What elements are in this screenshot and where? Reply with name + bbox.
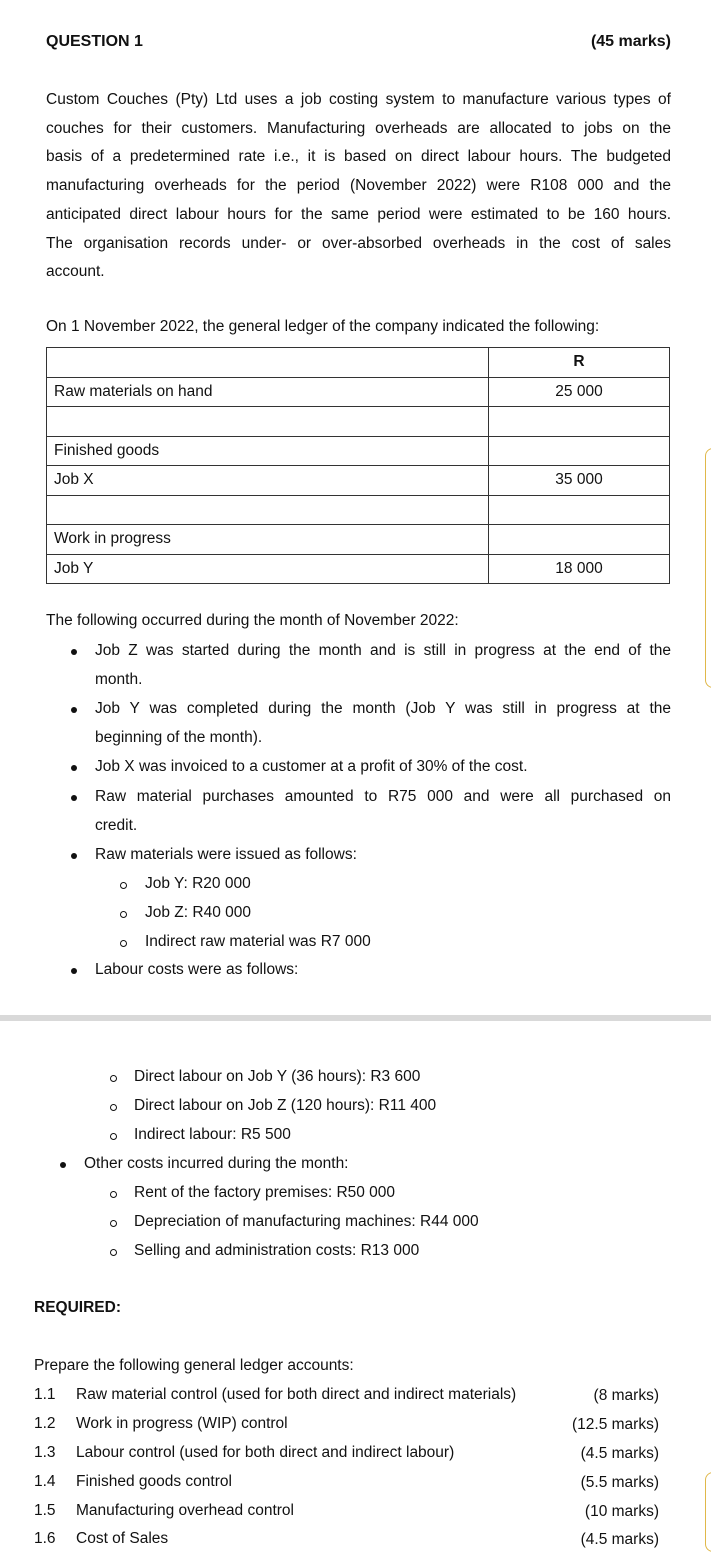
question-marks: (45 marks): [590, 33, 671, 50]
labour-item: Direct labour on Job Z (120 hours): R11 400: [134, 1097, 437, 1114]
event-job-y: [95, 695, 671, 752]
table-cell: [47, 348, 489, 378]
table-row: [47, 525, 670, 555]
page-edge-marker: [705, 448, 711, 688]
table-cell-label: [47, 495, 489, 525]
table-cell-amount: [489, 495, 670, 525]
labour-item: Indirect labour: R5 500: [134, 1126, 291, 1143]
intro-paragraph: [46, 86, 671, 287]
sub-bullet-icon: [110, 1104, 117, 1111]
event-line: month.: [95, 670, 143, 688]
bullet-icon: [71, 765, 77, 771]
table-cell-amount: [489, 525, 670, 555]
table-cell-label: Finished goods: [47, 436, 489, 466]
other-cost-item: Rent of the factory premises: R50 000: [134, 1184, 396, 1201]
events-intro: The following occurred during the month of November 2022:: [46, 612, 459, 629]
table-cell-amount: 35 000: [489, 466, 670, 496]
table-cell-amount: 25 000: [489, 377, 670, 407]
event-job-z: [95, 637, 671, 694]
table-cell-label: Work in progress: [47, 525, 489, 555]
currency-header: R: [489, 348, 670, 378]
table-row: [47, 377, 670, 407]
intro-line: manufacturing overheads for the period (November 2022) were R108 000 and the: [46, 177, 671, 195]
ledger-intro: On 1 November 2022, the general ledger of the company indicated the following:: [46, 318, 600, 335]
page-edge-marker: [705, 1472, 711, 1552]
intro-line: anticipated direct labour hours for the same period were estimated to be 160 hours.: [46, 205, 671, 223]
sub-item: Indirect raw material was R7 000: [145, 933, 371, 950]
table-row: [47, 436, 670, 466]
table-cell-label: Job X: [47, 466, 489, 496]
table-cell-label: Raw materials on hand: [47, 377, 489, 407]
table-row: [47, 495, 670, 525]
event-materials-issued: Raw materials were issued as follows:: [95, 846, 357, 863]
bullet-icon: [60, 1162, 66, 1168]
intro-line: basis of a predetermined rate i.e., it is based on direct labour hours. The budgeted: [46, 148, 671, 166]
required-item-marks: (4.5 marks): [580, 1445, 659, 1462]
required-item-number: 1.5: [34, 1502, 56, 1519]
intro-line: account.: [46, 263, 105, 281]
required-item-marks: (5.5 marks): [580, 1474, 659, 1491]
required-item-marks: (8 marks): [593, 1387, 659, 1404]
required-item-text: Work in progress (WIP) control: [76, 1415, 288, 1432]
required-item-text: Cost of Sales: [76, 1530, 169, 1547]
required-item-number: 1.3: [34, 1444, 56, 1461]
sub-bullet-icon: [120, 882, 127, 889]
event-labour-costs: Labour costs were as follows:: [95, 961, 299, 978]
required-item-text: Manufacturing overhead control: [76, 1502, 294, 1519]
event-line: Job Z was started during the month and is still in progress at the end of the: [95, 642, 671, 659]
bullet-icon: [71, 853, 77, 859]
required-item-number: 1.4: [34, 1473, 56, 1490]
bullet-icon: [71, 707, 77, 713]
sub-bullet-icon: [110, 1191, 117, 1198]
sub-bullet-icon: [110, 1133, 117, 1140]
table-header-row: [47, 348, 670, 378]
required-item-marks: (10 marks): [584, 1503, 659, 1520]
intro-line: Custom Couches (Pty) Ltd uses a job costing system to manufacture various types of: [46, 91, 671, 108]
table-cell-amount: 18 000: [489, 554, 670, 584]
required-item-text: Finished goods control: [76, 1473, 232, 1490]
table-row: [47, 407, 670, 437]
sub-item: Job Z: R40 000: [145, 904, 251, 921]
intro-line: couches for their customers. Manufacturing overheads are allocated to jobs on the: [46, 119, 671, 137]
required-item-number: 1.6: [34, 1530, 56, 1547]
event-line: Raw material purchases amounted to R75 000 and were all purchased on: [95, 788, 671, 805]
required-item-number: 1.2: [34, 1415, 56, 1432]
table-cell-label: Job Y: [47, 554, 489, 584]
bullet-icon: [71, 649, 77, 655]
required-item-marks: (4.5 marks): [580, 1531, 659, 1548]
intro-line: The organisation records under- or over-absorbed overheads in the cost of sales: [46, 234, 671, 252]
event-purchases: [95, 783, 671, 840]
required-heading: REQUIRED:: [34, 1299, 121, 1316]
table-cell-label: [47, 407, 489, 437]
sub-bullet-icon: [110, 1075, 117, 1082]
sub-bullet-icon: [110, 1220, 117, 1227]
opening-ledger-table: [46, 347, 670, 584]
event-line: beginning of the month).: [95, 728, 263, 746]
sub-bullet-icon: [110, 1249, 117, 1256]
other-cost-item: Selling and administration costs: R13 000: [134, 1242, 420, 1259]
question-title: QUESTION 1: [46, 33, 143, 50]
event-line: credit.: [95, 816, 138, 834]
bullet-icon: [71, 968, 77, 974]
table-row: [47, 554, 670, 584]
table-cell-amount: [489, 407, 670, 437]
required-item-number: 1.1: [34, 1386, 56, 1403]
event-line: Job Y was completed during the month (Job Y was still in progress at the: [95, 700, 671, 717]
sub-item: Job Y: R20 000: [145, 875, 251, 892]
other-cost-item: Depreciation of manufacturing machines: R44 000: [134, 1213, 479, 1230]
sub-bullet-icon: [120, 940, 127, 947]
document-page-2: [0, 1021, 711, 1550]
event-job-x: Job X was invoiced to a customer at a profit of 30% of the cost.: [95, 758, 528, 775]
table-row: [47, 466, 670, 496]
event-other-costs: Other costs incurred during the month:: [84, 1155, 349, 1172]
labour-item: Direct labour on Job Y (36 hours): R3 600: [134, 1068, 421, 1085]
required-item-text: Raw material control (used for both direct and indirect materials): [76, 1386, 517, 1403]
required-intro: Prepare the following general ledger accounts:: [34, 1357, 354, 1374]
sub-bullet-icon: [120, 911, 127, 918]
table-cell-amount: [489, 436, 670, 466]
bullet-icon: [71, 795, 77, 801]
required-item-marks: (12.5 marks): [572, 1416, 659, 1433]
required-item-text: Labour control (used for both direct and indirect labour): [76, 1444, 455, 1461]
